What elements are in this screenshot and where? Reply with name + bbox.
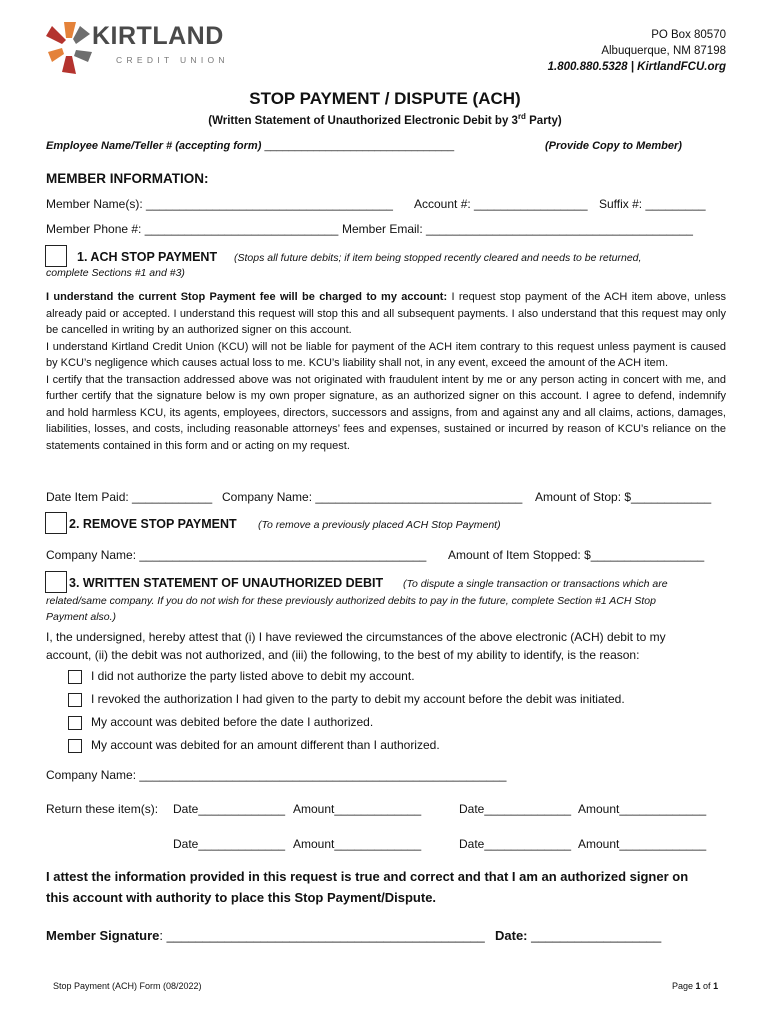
account-number-field[interactable]: Account #: _________________ [414,197,588,211]
reason-checkbox[interactable] [68,716,82,730]
form-identifier: Stop Payment (ACH) Form (08/2022) [53,981,202,991]
logo-subtitle: CREDIT UNION [116,55,229,65]
section1-note-line1: (Stops all future debits; if item being stopped recently cleared and needs to be returned, [234,252,642,264]
section3-note-line2: related/same company. If you do not wish for these previously authorized debits to pay in the future, complete Section #1 ACH Stop [46,595,656,607]
return-items-label: Return these item(s): [46,802,159,816]
employee-field[interactable]: Employee Name/Teller # (accepting form) _______________________________ [46,140,455,152]
logo-mark-icon [46,22,96,74]
section1-company-field[interactable]: Company Name: _______________________________ [222,490,523,504]
contact-line: 1.800.880.5328 | KirtlandFCU.org [547,61,726,73]
attestation-statement: I attest the information provided in this request is true and correct and that I am an authorized signer on this account with authority to place this Stop Payment/Dispute. [46,869,689,905]
return-date-field[interactable]: Date_____________ [173,802,286,816]
return-amount-field[interactable]: Amount_____________ [293,837,422,851]
reason-label: I did not authorize the party listed above to debit my account. [91,669,415,683]
date-item-paid-field[interactable]: Date Item Paid: ____________ [46,490,213,504]
address-line-1: PO Box 80570 [651,29,726,41]
amount-item-stopped-field[interactable]: Amount of Item Stopped: $_________________ [448,548,705,562]
page-number: Page 1 of 1 [672,981,719,991]
section3-intro-line2: account, (ii) the debit was not authorized, and (iii) the following, to the best of my ability to identify, is the reason: [46,648,640,662]
reason-label: My account was debited for an amount different than I authorized. [91,738,440,752]
form-subtitle: (Written Statement of Unauthorized Electronic Debit by 3rd Party) [208,112,562,127]
suffix-field[interactable]: Suffix #: _________ [599,197,706,211]
reason-label: I revoked the authorization I had given to the party to debit my account before the debit was initiated. [91,692,625,706]
member-info-heading: MEMBER INFORMATION: [46,171,209,186]
return-amount-field[interactable]: Amount_____________ [578,802,707,816]
kirtland-logo [46,22,236,74]
reason-checkbox[interactable] [68,739,82,753]
section1-checkbox[interactable] [45,245,67,267]
section2-company-field[interactable]: Company Name: ___________________________________________ [46,548,427,562]
reason-label: My account was debited before the date I authorized. [91,715,374,729]
address-line-2: Albuquerque, NM 87198 [601,45,726,57]
return-amount-field[interactable]: Amount_____________ [578,837,707,851]
section3-intro-line1: I, the undersigned, hereby attest that (i) I have reviewed the circumstances of the above electronic (ACH) debit to my [46,630,666,644]
form-title: STOP PAYMENT / DISPUTE (ACH) [249,89,521,108]
member-phone-field[interactable]: Member Phone #: _____________________________ [46,222,339,236]
return-date-field[interactable]: Date_____________ [459,837,572,851]
section1-terms: I understand the current Stop Payment fee will be charged to my account: I request stop payment of the ACH item above, unless already paid or accepted. I understand this request will stop this and all subsequent payments. I also understand that this request may only be cancelled in writing by an authorized signer on this account. I understand Kirtland Credit Union (KCU) will not be liable for payment of the ACH item contrary to this request unless payment is caused by KCU’s negligence which causes actual loss to me. KCU’s liability shall not, in any event, exceed the amount of the ACH item. I certify that the transaction addressed above was not originated with fraudulent intent by me or any person acting in concert with me, and further certify that the signature below is my own proper signature, as an authorized signer on this account. I agree to defend, indemnify and hold harmless KCU, its agents, employees, directors, successors and assigns, from and against any and all claims, actions, damages, liabilities, losses, and costs, including reasonable attorneys’ fees and expenses, sustained or incurred by reason of KCU’s reliance on the statements contained in this form and or acting on my request. [46,291,726,452]
section2-checkbox[interactable] [45,512,67,534]
logo-name: KIRTLAND [92,22,224,50]
section3-note-line3: Payment also.) [46,611,117,623]
amount-of-stop-field[interactable]: Amount of Stop: $____________ [535,490,712,504]
return-date-field[interactable]: Date_____________ [459,802,572,816]
member-signature-field[interactable]: Member Signature: ____________________________________________ [46,928,485,943]
section3-checkbox[interactable] [45,571,67,593]
section1-note-line2: complete Sections #1 and #3) [46,267,185,279]
section3-heading: 3. WRITTEN STATEMENT OF UNAUTHORIZED DEBIT [69,576,384,590]
return-amount-field[interactable]: Amount_____________ [293,802,422,816]
member-email-field[interactable]: Member Email: ________________________________________ [342,222,693,236]
reason-checkbox[interactable] [68,670,82,684]
section2-heading: 2. REMOVE STOP PAYMENT [69,517,237,531]
section2-note: (To remove a previously placed ACH Stop Payment) [258,519,501,531]
section1-heading: 1. ACH STOP PAYMENT [77,250,218,264]
section3-company-field[interactable]: Company Name: _______________________________________________________ [46,768,507,782]
signature-date-field[interactable]: Date: __________________ [495,928,662,943]
copy-note: (Provide Copy to Member) [545,140,682,152]
return-date-field[interactable]: Date_____________ [173,837,286,851]
section3-note-line1: (To dispute a single transaction or transactions which are [403,578,668,590]
reason-checkbox[interactable] [68,693,82,707]
member-names-field[interactable]: Member Name(s): _____________________________________ [46,197,393,211]
